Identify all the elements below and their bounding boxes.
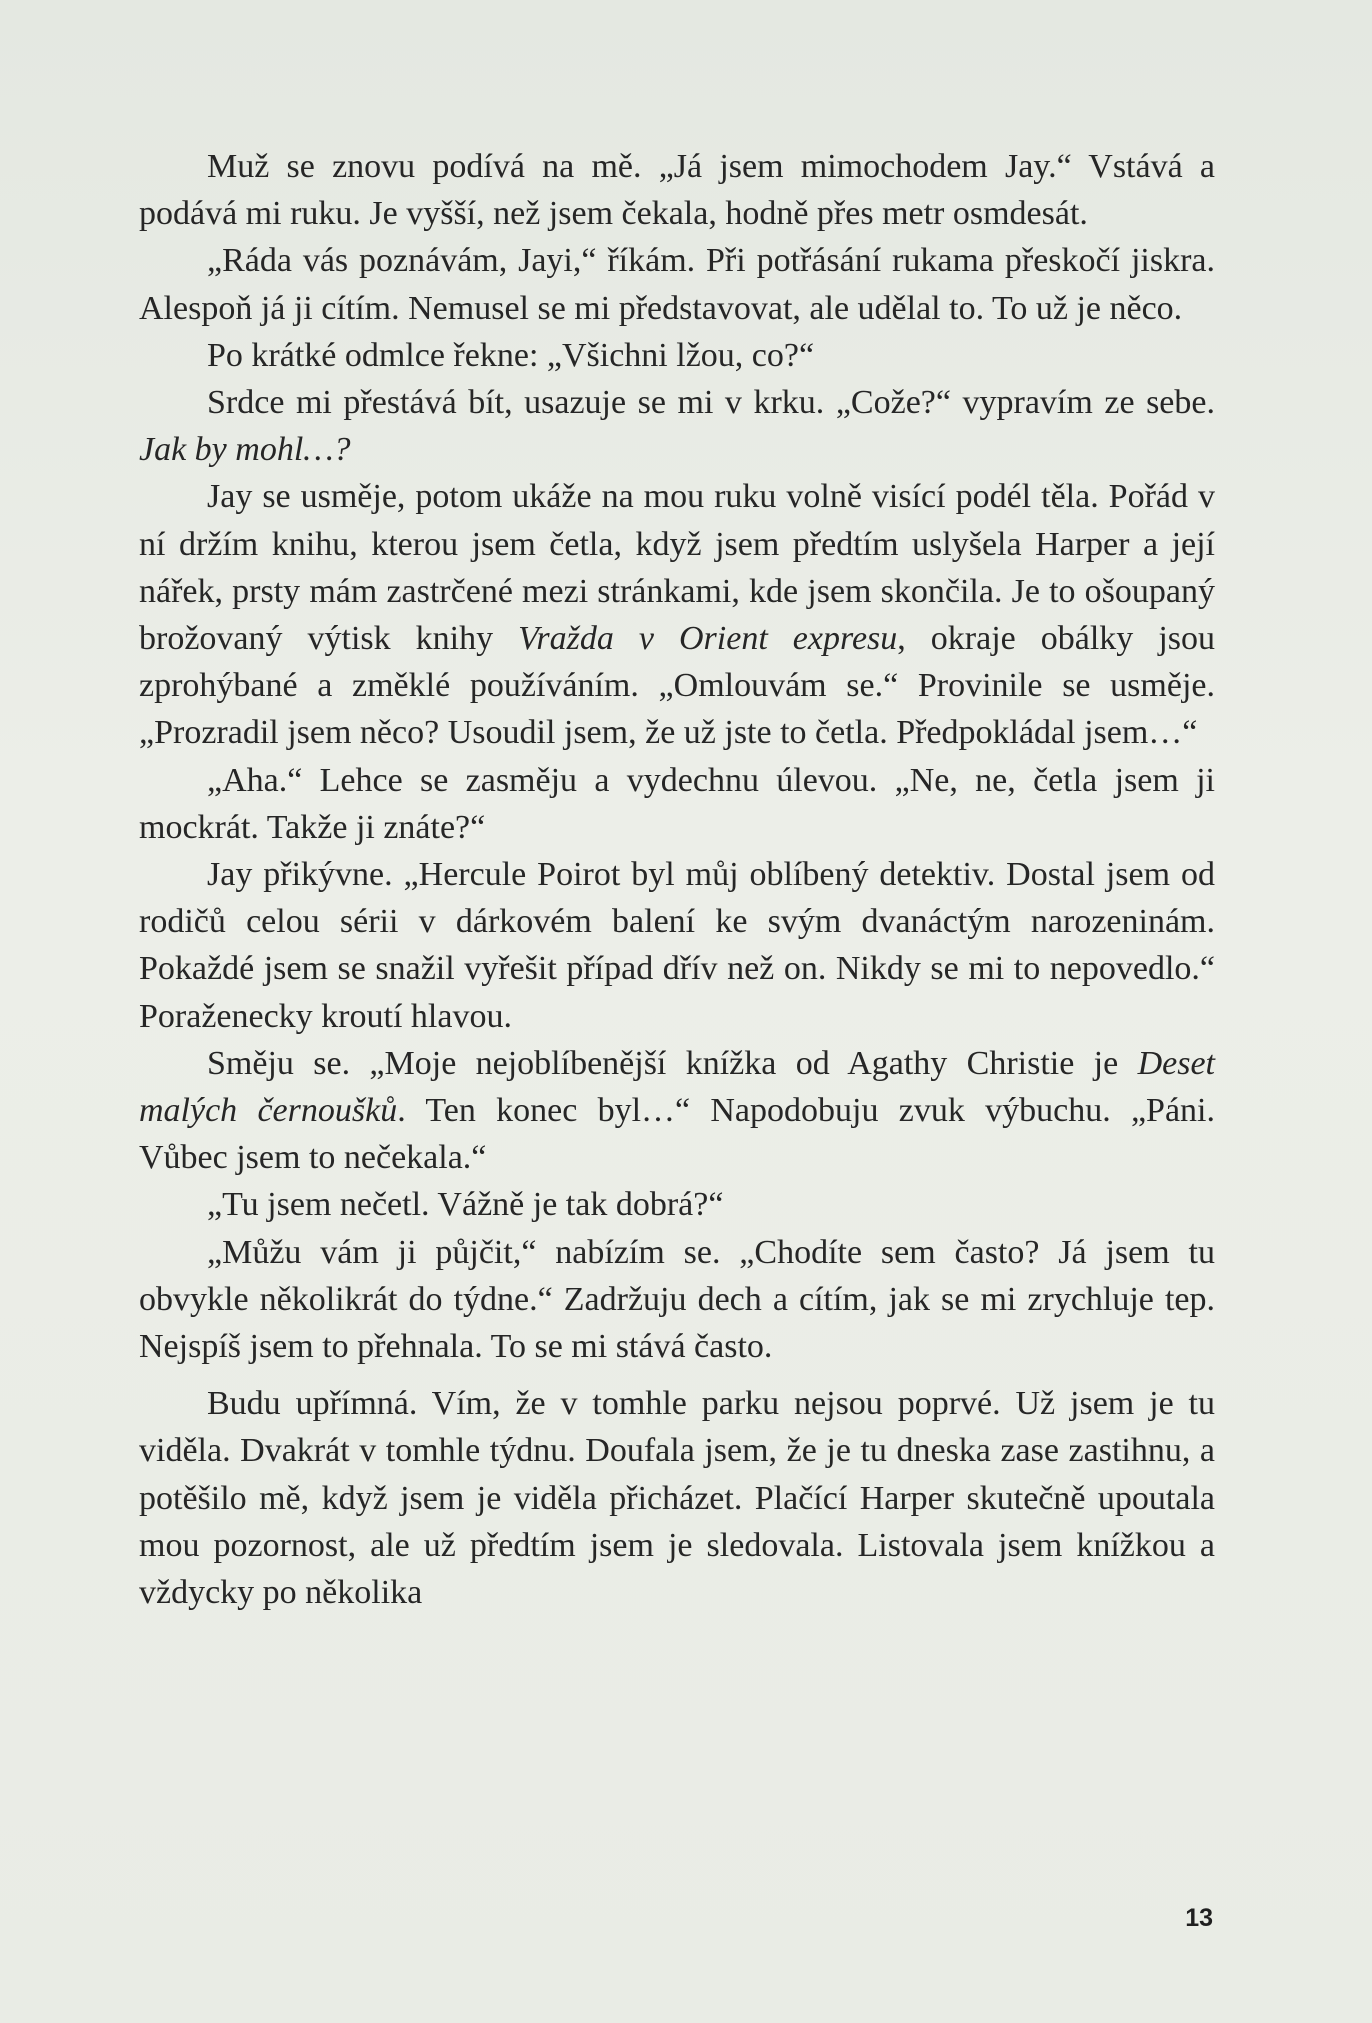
paragraph: Směju se. „Moje nejoblíbenější knížka od Agathy Christie je Deset malých černoušků. Ten konec byl…“ Napodobuju zvuk výbuchu. „Páni. Vůbec jsem to nečekala.“ xyxy=(139,1044,1216,1177)
paragraph: Srdce mi přestává bít, usazuje se mi v krku. „Cože?“ vypravím ze sebe. Jak by mohl…? xyxy=(139,384,1215,469)
italic-text: Jak by mohl…? xyxy=(139,431,351,469)
paragraph: „Tu jsem nečetl. Vážně je tak dobrá?“ xyxy=(207,1186,724,1224)
paragraph: Po krátké odmlce řekne: „Všichni lžou, co?“ xyxy=(207,336,815,374)
page-number: 13 xyxy=(1185,1904,1213,1932)
book-title: Vražda v Orient expresu xyxy=(518,620,898,658)
book-title: Deset malých černoušků xyxy=(139,1044,1215,1130)
paragraph: Budu upřímná. Vím, že v tomhle parku nejsou poprvé. Už jsem je tu viděla. Dvakrát v tomhle týdnu. Doufala jsem, že je tu dneska zase zastihnu, a potěšilo mě, když jsem je viděla přicházet. Plačící Harper skutečně upoutala mou pozornost, ale už předtím jsem je sledovala. Listovala jsem knížkou a vždycky po několika xyxy=(139,1385,1215,1612)
body-text xyxy=(139,143,1215,1616)
paragraph: „Aha.“ Lehce se zasměju a vydechnu úlevou. „Ne, ne, četla jsem ji mockrát. Takže ji znáte?“ xyxy=(139,761,1215,846)
paragraph: „Můžu vám ji půjčit,“ nabízím se. „Chodíte sem často? Já jsem tu obvykle několikrát do týdne.“ Zadržuju dech a cítím, jak se mi zrychluje tep. Nejspíš jsem to přehnala. To se mi stává často. xyxy=(139,1233,1215,1366)
paragraph: „Ráda vás poznávám, Jayi,“ říkám. Při potřásání rukama přeskočí jiskra. Alespoň já ji cítím. Nemusel se mi představovat, ale udělal to. To už je něco. xyxy=(139,242,1215,327)
paragraph: Jay přikývne. „Hercule Poirot byl můj oblíbený detektiv. Dostal jsem od rodičů celou sérii v dárkovém balení ke svým dvanáctým narozeninám. Pokaždé jsem se snažil vyřešit případ dřív než on. Nikdy se mi to nepovedlo.“ Poraženecky kroutí hlavou. xyxy=(139,856,1215,1035)
paragraph: Muž se znovu podívá na mě. „Já jsem mimochodem Jay.“ Vstává a podává mi ruku. Je vyšší, než jsem čekala, hodně přes metr osmdesát. xyxy=(139,148,1215,233)
paragraph: Jay se usměje, potom ukáže na mou ruku volně visící podél těla. Pořád v ní držím knihu, kterou jsem četla, když jsem předtím uslyšela Harper a její nářek, prsty mám zastrčené mezi stránkami, kde jsem skončila. Je to ošoupaný brožovaný výtisk knihy Vražda v Orient expresu, okraje obálky jsou zprohýbané a změklé používáním. „Omlouvám se.“ Provinile se usměje. „Prozradil jsem něco? Usoudil jsem, že už jste to četla. Předpokládal jsem…“ xyxy=(139,478,1215,752)
